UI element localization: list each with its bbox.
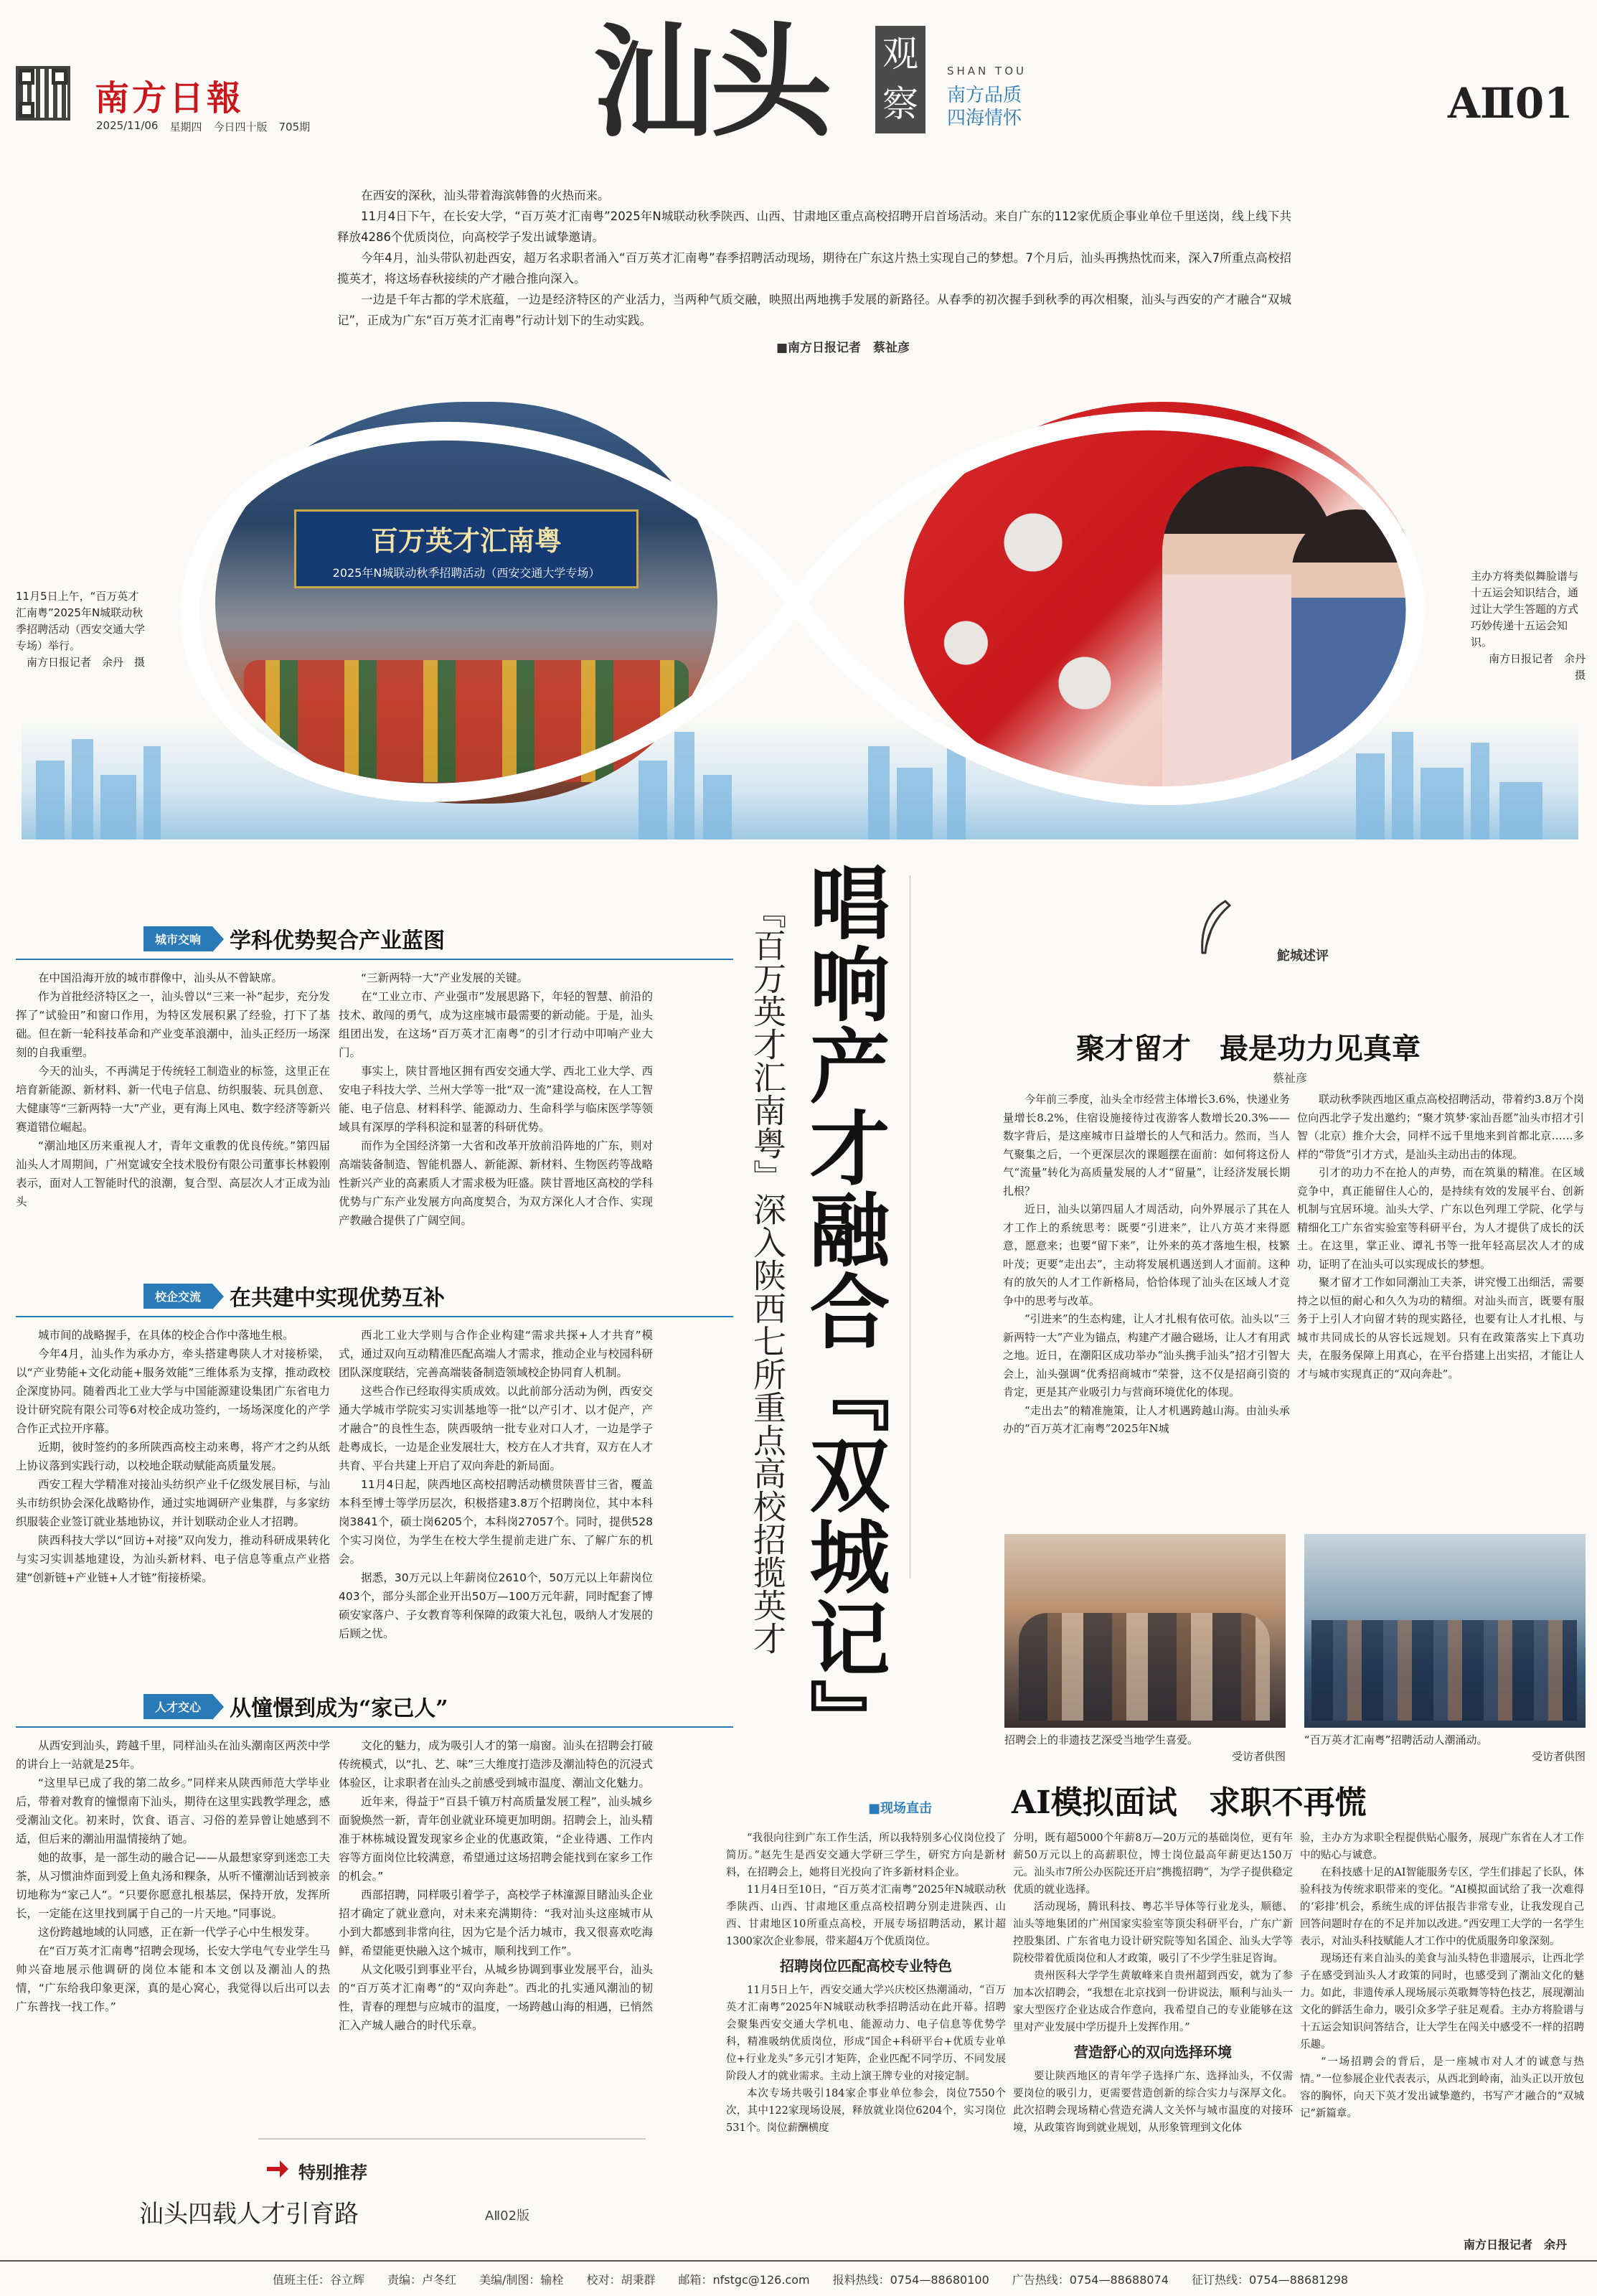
section1-col1 (16, 969, 330, 1211)
s2-paragraph: 近期，彼时签约的多所陕西高校主动来粤，将产才之约从纸上协议落到实践行动，以校地企联动赋能高质量发展。 (16, 1441, 330, 1472)
footer-item: 校对：胡秉群 (586, 2272, 656, 2287)
live-tag: ■现场直击 (868, 1801, 933, 1816)
live-paragraph: 现场还有来自汕头的美食与汕头特色非遗展示，让西北学子在感受到汕头人才政策的同时，也感受到了潮汕文化的魅力。如此，非遗传承人现场展示英歌舞等特色技艺，展现潮汕文化的鲜活生命力，吸引众多学子驻足观看。主办方将脸谱与十五运会知识问答结合，让大学生在闯关中感受不一样的招聘乐趣。 (1300, 1953, 1584, 2051)
section2-col2 (339, 1326, 653, 1643)
s1-paragraph: 今天的汕头，不再满足于传统轻工制造业的标签，这里正在培育新能源、新材料、新一代电子信息、纺织服装、玩具创意、大健康等“三新两特一大”产业，更有海上风电、数字经济等新兴赛道错位崛起。 (16, 1065, 330, 1134)
section3-col1 (16, 1736, 330, 2016)
issue-line (96, 119, 310, 134)
slogan-2: 四海情怀 (947, 108, 1022, 129)
commentary-paragraph: 引才的功力不在抢人的声势，而在筑巢的精准。在区域竞争中，真正能留住人心的，是持续有效的发展平台、创新机制与宜居环境。汕头大学、广东以色列理工学院、化学与精细化工广东省实验室等科研平台，为人才提供了成长的沃土。在这里，掌正业、谭礼书等一批年轻高层次人才的成功，证明了在汕头可以实现成长的梦想。 (1297, 1166, 1584, 1271)
live-paragraph: 在科技感十足的AI智能服务专区，学生们排起了长队，体验科技为传统求职带来的变化。“AI模拟面试给了我一次难得的‘彩排’机会，系统生成的评估报告非常专业，让我发现自己回答问题时存在的不足并加以改进。”西安理工大学的一名学生表示，对汕头科技赋能人才工作中的优质服务印象深刻。 (1300, 1867, 1584, 1947)
s1-paragraph: 而作为全国经济第一大省和改革开放前沿阵地的广东，则对高端装备制造、智能机器人、新能源、新材料、生物医药等战略性新兴产业的高素质人才需求极为旺盛。陕甘晋地区高校的学科优势与广东产业发展方向高度契合，为双方深化人才合作、实现产教融合提供了广阔空间。 (339, 1139, 653, 1227)
live-col2 (1013, 1830, 1293, 2137)
live-subhead-1: 招聘岗位匹配高校专业特色 (780, 1957, 952, 1975)
s1-paragraph: 在“工业立市、产业强市”发展思路下，年轻的智慧、前沿的技术、敢闯的勇气，成为这座城市最需要的新动能。于是，汕头组团出发，在这场“百万英才汇南粤”的引才行动中叩响产业大门。 (339, 990, 653, 1059)
commentary-paragraph: 联动秋季陕西地区重点高校招聘活动，带着约3.8万个岗位向西北学子发出邀约；“聚才筑梦·家汕吾愿”汕头市招才引智（北京）推介大会，同样不远千里地来到首都北京……多样的“带货”引才方式，是汕头主动出击的体现。 (1297, 1093, 1584, 1161)
s1-paragraph: 作为首批经济特区之一，汕头曾以“三来一补”起步，充分发挥了“试验田”和窗口作用，为特区发展积累了经验，打下了基础。但在新一轮科技革命和产业变革浪潮中，汕头正经历一场深刻的自我重塑。 (16, 990, 330, 1059)
section2-head (143, 1283, 445, 1309)
s2-paragraph: 据悉，30万元以上年薪岗位2610个，50万元以上年薪岗位403个，部分头部企业开出50万—100万元年薪，同时配套了博硕安家落户、子女教育等利保障的政策大礼包，吸纳人才发展的后顾之忧。 (339, 1571, 653, 1640)
live-reporter: 南方日报记者 余丹 (1464, 2238, 1568, 2252)
mid-right-caption (1304, 1732, 1586, 1765)
mid-right-caption-text: “百万英才汇南粤”招聘活动人潮涌动。 (1304, 1733, 1488, 1746)
footer-item: 报料热线：0754—88680100 (832, 2272, 989, 2287)
left-caption-credit: 南方日报记者 余丹 摄 (26, 656, 145, 669)
page-number: AⅡ01 (1448, 79, 1573, 128)
right-photo-caption (1471, 568, 1597, 684)
footer-item: 广告热线：0754—88688074 (1012, 2272, 1169, 2287)
section-title: 汕头 (593, 11, 829, 154)
section3-col2 (339, 1736, 653, 2035)
s3-paragraph: 在“百万英才汇南粤”招聘会现场，长安大学电气专业学生马帅兴奋地展示他调研的岗位本能和本文创以及潮汕人的热情，“广东给我印象更深，真的是心窝心，我觉得以后出可以去广东普找一找工作。” (16, 1944, 330, 2013)
mid-right-caption-credit: 受访者供图 (1531, 1750, 1586, 1763)
commentary-paragraph: “走出去”的精准施策，让人才机遇跨越山海。由汕头承办的“百万英才汇南粤”2025年N城 (1003, 1403, 1290, 1435)
right-caption-text: 主办方将类似舞脸谱与十五运会知识结合，通过让大学生答题的方式巧妙传递十五运会知识。 (1471, 570, 1579, 649)
commentary-paragraph: 今年前三季度，汕头全市经营主体增长3.6%，快递业务量增长8.2%，住宿设施接待过夜游客人数增长20.3%——数字背后，是这座城市日益增长的人气和活力。然而，当人气聚集之后，一个更深层次的课题摆在面前：如何将这份人气“流量”转化为高质量发展的人才“留量”，让经济发展长期扎根？ (1003, 1093, 1290, 1198)
live-col1 (726, 1830, 1006, 2137)
s3-paragraph: 她的故事，是一部生动的融合记——从最想家穿到迷恋工夫茶，从习惯油炸面到爱上鱼丸汤和粿条，从听不懂潮汕话到被亲切地称为“家己人”。“只要你愿意扎根基层，保持开放，发挥所长，一定能在这里找到属于自己的一片天地。”同事说。 (16, 1851, 330, 1920)
masthead (0, 0, 1597, 172)
paper-name: 南方日報 (95, 78, 245, 118)
footer-item: 征订热线：0754—88681298 (1191, 2272, 1349, 2287)
sub-headline: 『百万英才汇南粤』深入陕西七所重点高校招揽英才 (748, 895, 787, 1655)
crowd-figures (1311, 1620, 1577, 1721)
issue-pages: 今日四十版 (213, 121, 268, 133)
commentary-paragraph: 聚才留才工作如同潮汕工夫茶，讲究慢工出细活，需要持之以恒的耐心和久久为功的精细。对汕头而言，既要有服务于上引人才向留才转的现实路径，也要有让人才扎根、与城市共同成长的从容长远规划。只有在政策落实上下真功夫，在服务保障上用真心，在平台搭建上出实招，才能让人才与城市实现真正的“双向奔赴”。 (1297, 1276, 1584, 1380)
section2-title: 在共建中实现优势互补 (230, 1286, 446, 1311)
special-title: 汕头四载人才引育路 (139, 2200, 359, 2229)
footer-bar (0, 2260, 1597, 2296)
section-badge-char-2: 察 (882, 83, 918, 125)
lead-text (337, 185, 1291, 331)
live-paragraph: 本次专场共吸引184家企事业单位参会，岗位7550个次，其中122家现场设展，释放就业岗位6204个，实习岗位531个。岗位薪酬横度 (726, 2088, 1006, 2134)
s3-paragraph: 从文化吸引到事业平台，从城乡协调到事业发展平台，汕头的“百万英才汇南粤”的“双向奔赴”。西北的扎实通风潮汕的韧性，青春的理想与应城市的温度，一场跨越山海的相遇，已悄然汇入产城人融合的时代乐章。 (339, 1963, 653, 2032)
section2-col1 (16, 1326, 330, 1587)
live-paragraph: 活动现场，腾讯科技、粤芯半导体等行业龙头，顺德、汕头等地集团的广州国家实验室等顶尖科研平台，广东广新控股集团、广东省电力设计研究院等知名国企、汕头大学等院校带着优质岗位和人才政策，吸引了不少学生驻足咨询。 (1013, 1901, 1293, 1965)
commentary-col1 (1003, 1091, 1290, 1439)
live-subhead-2: 营造舒心的双向选择环境 (1074, 2043, 1232, 2061)
event-banner-title: 百万英才汇南粤 (370, 525, 562, 557)
live-title: AI模拟面试 求职不再慌 (1012, 1784, 1367, 1821)
slogan-1: 南方品质 (947, 85, 1022, 106)
lead-byline: ■南方日报记者 蔡祉彦 (776, 341, 910, 355)
section-badge (875, 26, 925, 133)
live-paragraph: 验，主办方为求职全程提供贴心服务，展现广东省在人才工作中的贴心与诚意。 (1300, 1832, 1584, 1861)
issue-number: 705期 (278, 121, 311, 133)
section2-rule (16, 1316, 733, 1317)
live-col3 (1300, 1830, 1584, 2122)
lead-paragraph: 今年4月，汕头带队初赴西安，超万名求职者涌入“百万英才汇南粤”春季招聘活动现场，期待在广东这片热土实现自己的梦想。7个月后，汕头再携热忱而来，深入7所重点高校招揽英才，将这场春秋接续的产才融合推向深入。 (337, 251, 1291, 286)
section3-tag: 人才交心 (143, 1694, 212, 1719)
right-caption-credit: 南方日报记者 余丹 摄 (1488, 652, 1597, 682)
left-photo-caption (16, 588, 145, 671)
s2-paragraph: 西安工程大学精准对接汕头纺织产业千亿级发展目标，与汕头市纺织协会深化战略协作，通过实地调研产业集群，与多家纺织服装企业签订就业基地协议，并计划联动企业人才招聘。 (16, 1478, 330, 1528)
lead-paragraph: 一边是千年古都的学术底蕴，一边是经济特区的产业活力，当两种气质交融，映照出两地携手发展的新路径。从春季的初次握手到秋季的再次相聚，汕头与西安的产才融合“双城记”，正成为广东“百万英才汇南粤”行动计划下的生动实践。 (337, 293, 1291, 327)
commentary-paragraph: 近日，汕头以第四届人才周活动，向外界展示了其在人才工作上的系统思考：既要“引进来”，让八方英才来得愿意，愿意来；也要“留下来”，让外来的英才落地生根，枝繁叶茂；更要“走出去”，主动将发展机遇送到人才面前。这种有的放矢的人才工作新格局，恰恰体现了汕头在区域人才竞争中的思考与改革。 (1003, 1203, 1290, 1307)
s3-paragraph: 从西安到汕头，跨越千里，同样汕头在汕头潮南区两茨中学的讲台上一站就是25年。 (16, 1739, 330, 1771)
s3-paragraph: “这里早已成了我的第二故乡。”同样来从陕西师范大学毕业后，带着对教育的憧憬南下汕头，期待在这里实践教学理念，感受潮汕文化。初来时，饮食、语言、习俗的差异曾让她感到不适，但后来的潮汕用温情接纳了她。 (16, 1777, 330, 1845)
section3-rule (16, 1726, 733, 1728)
footer-item: 美编/制图：输栓 (479, 2272, 564, 2287)
section1-head (143, 926, 446, 954)
section3-head (143, 1693, 448, 1719)
infinity-outline (0, 359, 1597, 861)
arrow-icon (267, 2158, 288, 2180)
s1-paragraph: “三新两特一大”产业发展的关键。 (361, 971, 529, 984)
live-paragraph: “一场招聘会的背后，是一座城市对人才的诚意与热情。”一位参展企业代表表示，从西北到岭南，汕头正以开放包容的胸怀，向天下英才发出诚挚邀约，书写产才融合的“双城记”新篇章。 (1300, 2056, 1584, 2119)
mid-left-caption-credit: 受访者供图 (1231, 1750, 1286, 1763)
s2-paragraph: 陕西科技大学以“回访+对接”双向发力，推动科研成果转化与实习实训基地建设，为汕头新材料、电子信息等重点产业搭建“创新链+产业链+人才链”衔接桥梁。 (16, 1534, 330, 1584)
commentary-col2 (1297, 1091, 1584, 1383)
s2-paragraph: 西北工业大学则与合作企业构建“需求共探+人才共育”模式，通过双向互动精准匹配高端人才需求，推动企业与校园科研团队深度联结，完善高端装备制造领域校企协同育人机制。 (339, 1329, 653, 1379)
section1-col2 (339, 969, 653, 1230)
section3-title: 从憧憬到成为“家己人” (230, 1696, 448, 1721)
commentary-paragraph: “引进来”的生态构建，让人才扎根有依可依。汕头以“三新两特一大”产业为锚点，构建产才融合磁场，让人才有用武之地。近日，在潮阳区成功举办“汕头携手汕头”招才引智大会上，汕头强调“优秀招商城市”荣誉，这不仅是招商引资的肯定，更是其产业吸引力与营商环境优化的体现。 (1003, 1312, 1290, 1398)
live-paragraph: 11月5日上午，西安交通大学兴庆校区热潮涌动，“百万英才汇南粤”2025年N城联动秋季招聘活动在此开幕。招聘会聚集西安交通大学机电、能源动力、电子信息等优势学科，精准吸纳优质岗位，形成“国企+科研平台+优质专业单位+行业龙头”多元引才矩阵，企业匹配不同学历、不同发展阶段人才的就业需求。主动上演王牌专业的对接定制。 (726, 1985, 1006, 2082)
s2-paragraph: 城市间的战略握手，在具体的校企合作中落地生根。 (38, 1329, 294, 1342)
commentary-column: 鮀城述评 (1277, 949, 1329, 964)
s3-paragraph: 文化的魅力，成为吸引人才的第一扇窗。汕头在招聘会打破传统模式，以“扎、艺、味”三大维度打造涉及潮汕特色的沉浸式体验区，让求职者在汕头之前感受到城市温度、潮汕文化魅力。 (339, 1739, 653, 1789)
mid-left-caption (1004, 1732, 1286, 1765)
footer-item: 责编：卢冬红 (387, 2272, 457, 2287)
live-paragraph: 贵州医科大学学生黄敏峰来自贵州超到西安，就为了参加本次招聘会，“我想在北京找到一份讲说法，顺利与汕头一家大型医疗企业达成合作意向，我希望自己的专业能够在这里对产业发展中学历提升上发挥作用。” (1013, 1970, 1293, 2033)
s2-paragraph: 今年4月，汕头作为承办方，牵头搭建粤陕人才对接桥梁，以“产业势能+文化动能+服务效能”三维体系为支撑，推动政校企深度协同。随着西北工业大学与中国能源建设集团广东省电力设计研究院有限公司等6对校企成功签约，一场场深度化的产学合作正式拉开序幕。 (16, 1347, 330, 1435)
main-headline: 唱响产才融合『双城记』 (796, 861, 890, 1761)
footer-email[interactable]: 邮箱：nfstgc@126.com (678, 2272, 810, 2287)
special-page: AⅡ02版 (485, 2208, 530, 2224)
mid-right-photo (1304, 1534, 1586, 1728)
footer-item: 值班主任：谷立辉 (273, 2272, 365, 2287)
live-paragraph: “我很向往到广东工作生活，所以我特别多心仪岗位投了简历。”赵先生是西安交通大学研三学生，研究方向是新材料，在招聘会上，她将目光投向了许多新材料企业。 (726, 1832, 1006, 1878)
section-badge-char-1: 观 (882, 33, 918, 75)
event-banner-subtitle: 2025年N城联动秋季招聘活动（西安交通大学专场） (332, 566, 600, 580)
s1-paragraph: 事实上，陕甘晋地区拥有西安交通大学、西北工业大学、西安电子科技大学、兰州大学等一批“双一流”建设高校，在人工智能、电子信息、材料科学、能源动力、生命科学与临床医学等领域具有深厚的学科积淀和显著的科研优势。 (339, 1065, 653, 1134)
crowd-figures (1019, 1613, 1270, 1721)
s2-paragraph: 这些合作已经取得实质成效。以此前部分活动为例，西安交通大学城市学院实习实训基地等一批“以产引才、以才促产，产才融合”的良性生态，陕西吸纳一批专业对口人才，一边是学子赴粤成长，一边是企业发展壮大，校方在人才共育，双方在人才共育、平台共建上开启了双向奔赴的新局面。 (339, 1385, 653, 1472)
commentary-author: 蔡祉彦 (1273, 1071, 1308, 1085)
live-paragraph: 要让陕西地区的青年学子选择广东、选择汕头，不仅需要岗位的吸引力，更需要营造创新的综合实力与深厚文化。此次招聘会现场精心营造充满人文关怀与城市温度的对接环境，从政策咨询到就业规划，从形象管理到文化体 (1013, 2071, 1293, 2134)
commentary-title: 聚才留才 最是功力见真章 (1076, 1032, 1421, 1065)
s3-paragraph: 这份跨越地域的认同感，正在新一代学子心中生根发芽。 (38, 1926, 316, 1939)
lead-paragraph: 11月4日下午，在长安大学，“百万英才汇南粤”2025年N城联动秋季陕西、山西、甘肃地区重点高校招聘开启首场活动。来自广东的112家优质企事业单位千里送岗，线上线下共释放4286个优质岗位，向高校学子发出诚挚邀请。 (337, 210, 1291, 244)
s3-paragraph: 西部招聘，同样吸引着学子，高校学子林潼源目睹汕头企业招才确定了就业意向，对未来充满期待：“我对汕头这座城市从小到大都感到非常向往，因为它是个活力城市，我又很喜欢吃海鲜，希望能更快融入这个城市，顺利找到工作”。 (339, 1888, 653, 1957)
lead-paragraph: 在西安的深秋，汕头带着海滨韩鲁的火热而来。 (361, 189, 610, 202)
section1-tag: 城市交响 (143, 926, 212, 951)
live-paragraph: 分明，既有超5000个年薪8万—20万元的基础岗位，更有年薪50万元以上的高薪职位，博士岗位最高年薪更达150万元。汕头市7所公办医院还开启“携揽招聘”，为学子提供稳定优质的就业选择。 (1013, 1832, 1293, 1896)
s1-paragraph: 在中国沿海开放的城市群像中，汕头从不曾缺席。 (38, 971, 283, 984)
section1-title: 学科优势契合产业蓝图 (230, 928, 446, 954)
quill-icon (1191, 898, 1234, 956)
issue-date: 2025/11/06 (96, 119, 159, 132)
qr-code-icon (16, 66, 70, 121)
s3-paragraph: 近年来，得益于“百县千镇万村高质量发展工程”，汕头城乡面貌焕然一新，青年创业就业环境更加明朗。招聘会上，汕头精准于林栋城设置发现家乡企业的优惠政策，“企业待遇、工作内容等方面岗位比较满意，希望通过这场招聘会能找到在家乡工作的机会。” (339, 1795, 653, 1883)
mid-left-photo (1004, 1534, 1286, 1728)
live-paragraph: 11月4日至10日，“百万英才汇南粤”2025年N城联动秋季陕西、山西、甘肃地区重点高校招聘分别走进陕西、山西、甘肃地区10所重点高校，开展专场招聘活动，累计超1300家次企业参展，带来超4万个优质岗位。 (726, 1884, 1006, 1947)
special-label: 特别推荐 (298, 2163, 367, 2183)
special-recommend[interactable] (139, 2138, 646, 2231)
mid-left-caption-text: 招聘会上的非遗技艺深受当地学生喜爱。 (1004, 1733, 1199, 1746)
section1-rule (16, 959, 733, 960)
left-caption-text: 11月5日上午，“百万英才汇南粤”2025年N城联动秋季招聘活动（西安交通大学专场）举行。 (16, 590, 146, 652)
s1-paragraph: “潮汕地区历来重视人才，青年文重教的优良传统。”第四届汕头人才周期间，广州宽诚安全技术股份有限公司董事长林毅刚表示，面对人工智能时代的浪潮，复合型、高层次人才正成为汕头 (16, 1139, 330, 1208)
section2-tag: 校企交流 (143, 1284, 212, 1309)
issue-weekday: 星期四 (169, 121, 202, 133)
section-pinyin: SHAN TOU (947, 65, 1027, 77)
s2-paragraph: 11月4日起，陕西地区高校招聘活动横贯陕晋甘三省，覆盖本科至博士等学历层次，积极搭建3.8万个招聘岗位，其中本科岗3841个，硕士岗6205个，本科岗27057个。同时，提供528个实习岗位，为学生在校大学生提前走进广东、了解广东的机会。 (339, 1478, 653, 1566)
